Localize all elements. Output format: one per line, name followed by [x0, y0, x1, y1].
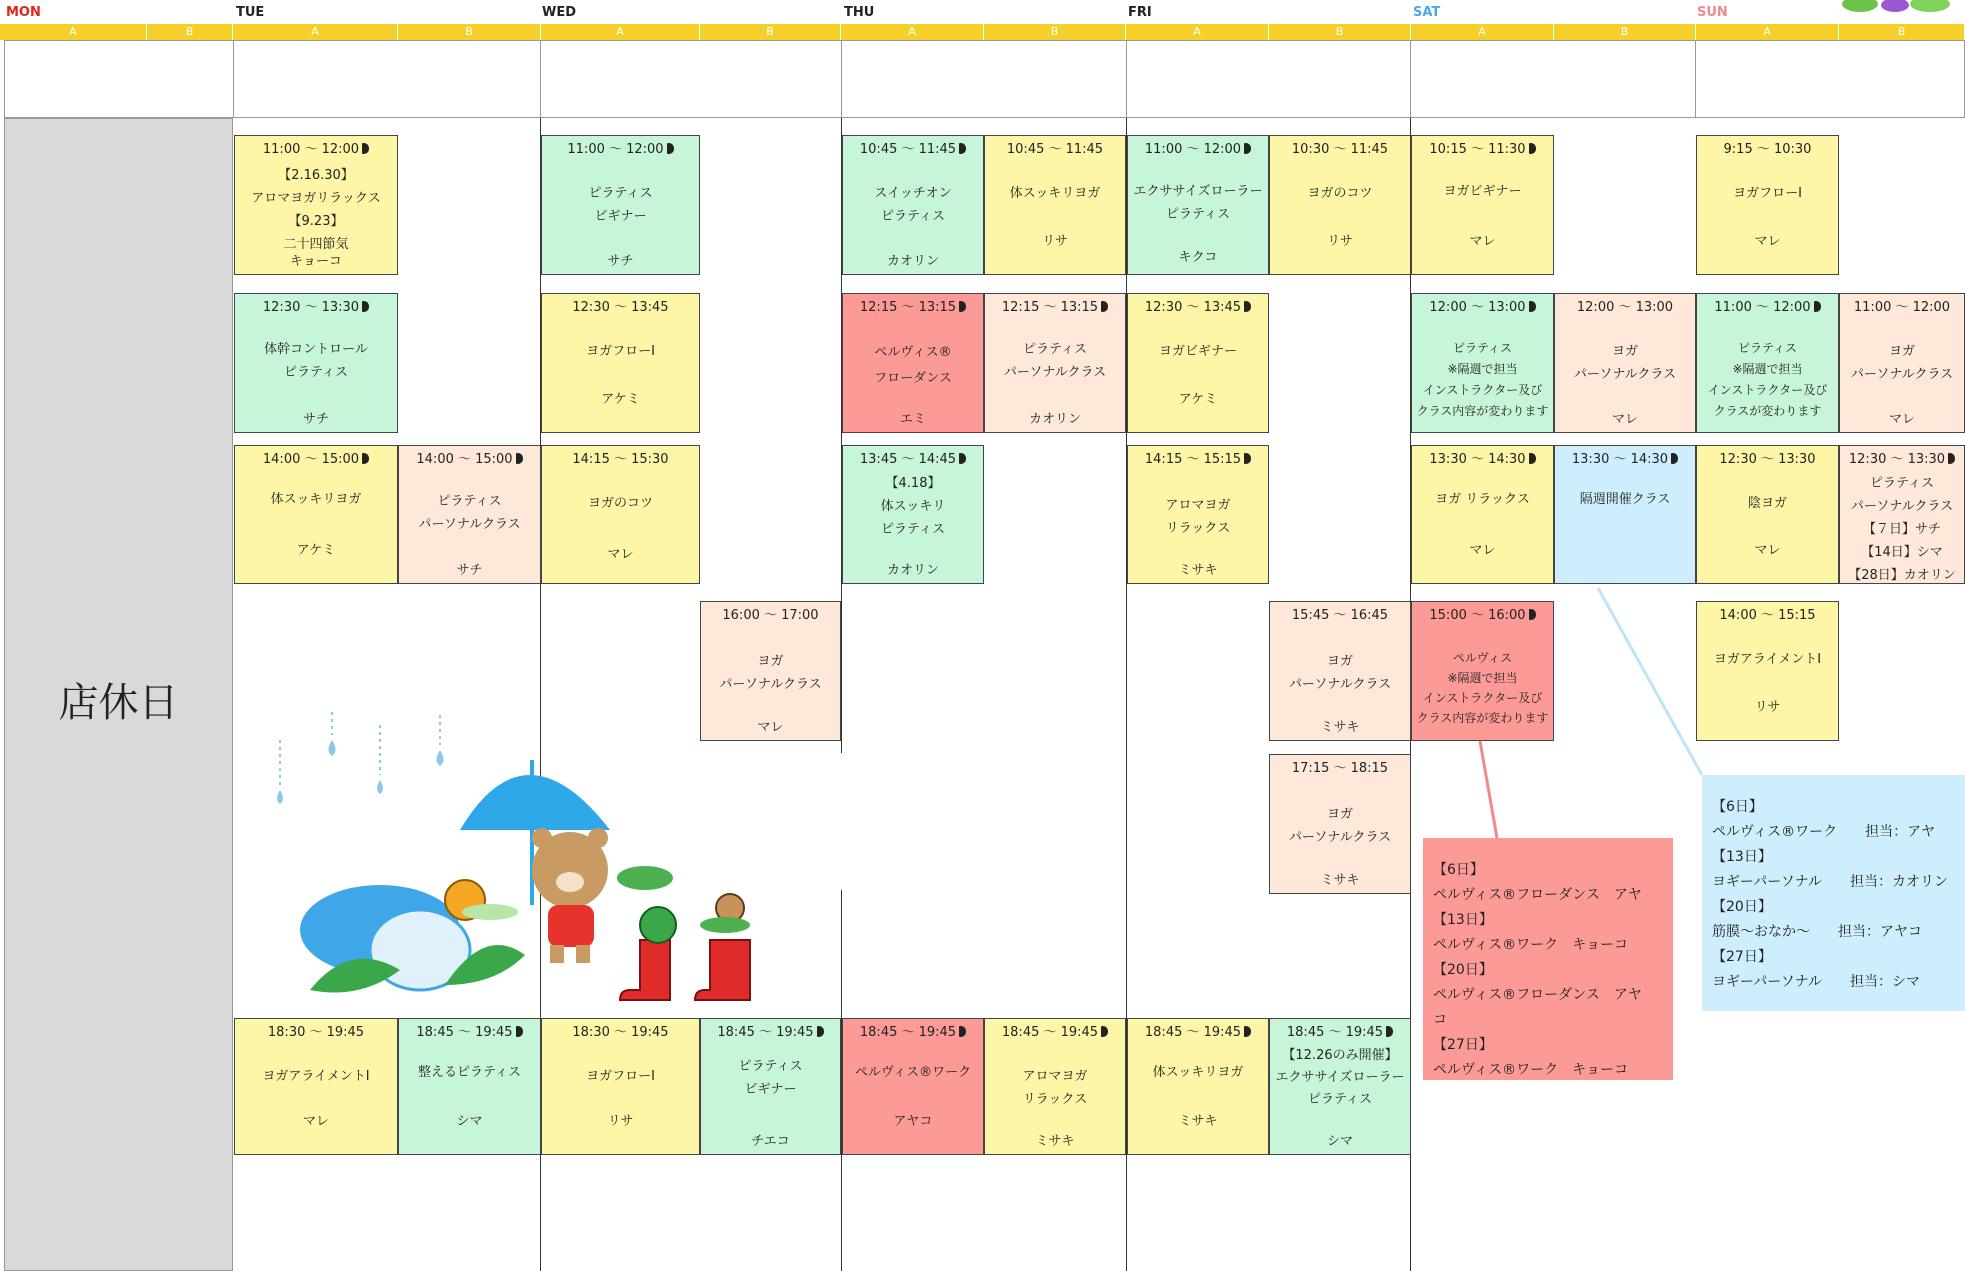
class-instructor: アヤコ: [893, 1114, 933, 1130]
class-time: 10:45 ～ 11:45: [859, 142, 957, 157]
class-time: 14:00 ～ 15:00: [416, 452, 513, 467]
class-time: 10:45 ～ 11:45: [1006, 142, 1104, 157]
class-name: ペルヴィス ※隔週で担当 インストラクター及び クラス内容が変わります: [1416, 651, 1549, 725]
subcol-sat-b: B: [1554, 24, 1696, 40]
class-instructor: ミサキ: [1035, 1134, 1075, 1150]
class-time: 18:30 ～ 19:45: [267, 1025, 365, 1040]
class-time: 12:30 ～ 13:45: [572, 300, 669, 315]
class-name: 体幹コントロール ピラティス: [264, 342, 368, 380]
class-time: 12:00 ～ 13:00: [1429, 300, 1526, 315]
subcol-mon-b: B: [147, 24, 233, 40]
class-time: 18:45 ～ 19:45: [1144, 1025, 1242, 1040]
class-instructor: アケミ: [1178, 392, 1218, 408]
class-time: 15:45 ～ 16:45: [1291, 608, 1389, 623]
class-instructor: ミサキ: [1320, 720, 1360, 736]
class-instructor: アケミ: [296, 543, 336, 559]
class-name: ペルヴィス®ワーク: [854, 1065, 972, 1080]
class-instructor: マレ: [1754, 234, 1781, 250]
rainy-day-illustration: [270, 700, 830, 1005]
class-instructor: カオリン: [886, 563, 939, 579]
class-time: 12:30 ～ 13:30: [262, 300, 360, 315]
class-time: 18:45 ～ 19:45: [1001, 1025, 1099, 1040]
class-name: 体スッキリヨガ: [1009, 186, 1101, 201]
class-time: 18:45 ～ 19:45: [859, 1025, 957, 1040]
class-name: ヨガ パーソナルクラス: [1288, 807, 1392, 845]
class-name: エクササイズローラー ピラティス: [1133, 184, 1263, 222]
day-header-fri: FRI: [1128, 5, 1152, 20]
subcol-sun-a: A: [1696, 24, 1839, 40]
subcol-tue-b: B: [398, 24, 541, 40]
class-name: ヨガアライメントⅠ: [1713, 652, 1822, 667]
class-time: 11:00 ～ 12:00: [1853, 300, 1951, 315]
class-instructor: チエコ: [751, 1134, 790, 1150]
class-time: 14:15 ～ 15:30: [572, 452, 669, 467]
class-name: ヨガフローⅠ: [586, 344, 655, 359]
class-name: ヨガフローⅠ: [1733, 186, 1802, 201]
closed-day-label: 店休日: [58, 680, 179, 726]
class-instructor: マレ: [757, 720, 784, 736]
subcol-sun-b: B: [1839, 24, 1965, 40]
class-instructor: マレ: [302, 1114, 329, 1130]
class-name: 隔週開催クラス: [1579, 492, 1671, 507]
class-name: ヨガフローⅠ: [586, 1069, 655, 1084]
subcol-fri-b: B: [1269, 24, 1411, 40]
blue-note-connector: [1598, 588, 1702, 775]
class-time: 12:00 ～ 13:00: [1576, 300, 1674, 315]
class-name: ヨガのコツ: [1307, 186, 1373, 201]
class-time: 11:00 ～ 12:00: [1714, 300, 1811, 315]
red-note-connector: [1480, 741, 1497, 838]
class-name: アロマヨガ リラックス: [1022, 1069, 1088, 1107]
red-schedule-note: 【6日】 ペルヴィス®フローダンス アヤ 【13日】 ペルヴィス®ワーク キョーコ 【20日】 ペルヴィス®フローダンス アヤ コ 【27日】 ペルヴィス®ワーク キョーコ: [1423, 838, 1673, 1080]
class-name: 体スッキリヨガ: [1152, 1065, 1244, 1080]
class-name: ピラティス ※隔週で担当 インストラクター及び クラス内容が変わります: [1416, 341, 1549, 418]
class-time: 11:00 ～ 12:00: [262, 142, 360, 157]
day-header-sun: SUN: [1697, 5, 1728, 20]
class-name: ピラティス パーソナルクラス: [1003, 342, 1107, 380]
class-name: ヨガ パーソナルクラス: [1573, 344, 1677, 382]
class-instructor: カオリン: [886, 254, 939, 270]
class-time: 12:30 ～ 13:45: [1144, 300, 1242, 315]
class-name: ヨガビギナー: [1158, 344, 1237, 359]
class-time: 12:30 ～ 13:30: [1719, 452, 1816, 467]
class-time: 14:00 ～ 15:00: [262, 452, 360, 467]
class-instructor: ミサキ: [1320, 873, 1360, 889]
blue-schedule-note: 【6日】 ペルヴィス®ワーク 担当：アヤ 【13日】 ヨギーパーソナル 担当：カオリン 【20日】 筋膜～おなか～ 担当：アヤコ 【27日】 ヨギーパーソナル 担当：シマ: [1702, 775, 1965, 1011]
class-instructor: シマ: [456, 1114, 483, 1130]
class-instructor: キクコ: [1178, 250, 1218, 266]
class-instructor: リサ: [607, 1114, 634, 1130]
class-instructor: リサ: [1042, 234, 1068, 250]
class-name: ヨガ パーソナルクラス: [1288, 654, 1392, 692]
class-instructor: カオリン: [1028, 412, 1081, 428]
subcol-thu-a: A: [841, 24, 984, 40]
class-instructor: マレ: [1469, 234, 1496, 250]
subcol-wed-b: B: [700, 24, 841, 40]
class-time: 10:15 ～ 11:30: [1429, 142, 1526, 157]
class-name: 整えるピラティス: [418, 1065, 521, 1080]
class-time: 12:30 ～ 13:30: [1848, 452, 1946, 467]
class-instructor: ミサキ: [1178, 563, 1218, 579]
class-name: ピラティス ※隔週で担当 インストラクター及び クラスが変わります: [1707, 341, 1828, 418]
bear-icon: [532, 828, 608, 963]
class-instructor: マレ: [1754, 543, 1781, 559]
class-instructor: サチ: [302, 412, 329, 428]
class-time: 13:45 ～ 14:45: [859, 452, 957, 467]
day-header-mon: MON: [6, 5, 41, 20]
subcol-mon-a: A: [0, 24, 147, 40]
class-time: 16:00 ～ 17:00: [722, 608, 819, 623]
class-time: 12:15 ～ 13:15: [859, 300, 957, 315]
class-instructor: リサ: [1327, 234, 1353, 250]
class-name: ペルヴィス® フローダンス: [874, 345, 952, 386]
class-name: 陰ヨガ: [1747, 496, 1787, 511]
class-time: 14:00 ～ 15:15: [1719, 608, 1816, 623]
class-time: 15:00 ～ 16:00: [1429, 608, 1526, 623]
class-instructor: サチ: [607, 254, 634, 270]
day-header-tue: TUE: [236, 5, 265, 20]
raindrop-icon: [277, 740, 444, 804]
hydrangea-icon: [300, 885, 525, 993]
day-header-wed: WED: [542, 5, 577, 20]
class-name: ピラティス パーソナルクラス: [418, 494, 521, 532]
frog-icon: [617, 866, 676, 943]
class-time: 12:15 ～ 13:15: [1001, 300, 1099, 315]
class-name: 体スッキリヨガ: [270, 492, 362, 507]
class-name: ピラティス ビギナー: [738, 1059, 803, 1097]
class-instructor: エミ: [899, 412, 926, 428]
class-time: 9:15 ～ 10:30: [1723, 142, 1812, 157]
snail-icon: [445, 880, 518, 920]
class-name: ヨガのコツ: [587, 496, 653, 511]
class-instructor: マレ: [1469, 543, 1496, 559]
class-name: 【2.16.30】 アロマヨガリラックス 【9.23】 二十四節気: [251, 168, 381, 252]
class-instructor: マレ: [1888, 412, 1915, 428]
class-time: 11:00 ～ 12:00: [1144, 142, 1242, 157]
class-name: スイッチオン ピラティス: [874, 186, 952, 224]
class-time: 18:45 ～ 19:45: [717, 1025, 814, 1040]
class-instructor: キョーコ: [289, 254, 342, 270]
class-name: ヨガ パーソナルクラス: [1850, 344, 1954, 382]
day-header-sat: SAT: [1413, 5, 1441, 20]
class-name: ヨガアライメントⅠ: [262, 1069, 370, 1084]
class-instructor: リサ: [1754, 700, 1781, 716]
class-name: 【4.18】 体スッキリ ピラティス: [880, 476, 946, 537]
class-instructor: シマ: [1326, 1134, 1353, 1150]
class-time: 13:30 ～ 14:30: [1429, 452, 1526, 467]
class-name: ピラティス ビギナー: [588, 186, 653, 224]
class-instructor: ミサキ: [1178, 1114, 1218, 1130]
class-name: ヨガ パーソナルクラス: [719, 654, 822, 692]
class-time: 14:15 ～ 15:15: [1144, 452, 1242, 467]
class-time: 18:45 ～ 19:45: [1286, 1025, 1384, 1040]
snail-on-boot-icon: [700, 894, 750, 933]
subcol-sat-a: A: [1411, 24, 1554, 40]
class-instructor: マレ: [1611, 412, 1638, 428]
class-time: 10:30 ～ 11:45: [1291, 142, 1389, 157]
class-name: アロマヨガ リラックス: [1165, 498, 1231, 536]
subcol-wed-a: A: [541, 24, 700, 40]
subcol-thu-b: B: [984, 24, 1126, 40]
class-name: ヨガ リラックス: [1435, 492, 1530, 507]
class-time: 11:00 ～ 12:00: [567, 142, 664, 157]
day-header-thu: THU: [844, 5, 875, 20]
class-time: 18:45 ～ 19:45: [416, 1025, 513, 1040]
class-name: ピラティス パーソナルクラス 【７日】サチ 【14日】シマ 【28日】カオリン: [1848, 476, 1956, 583]
class-instructor: マレ: [607, 547, 634, 563]
class-instructor: アケミ: [601, 392, 640, 408]
class-name: 【12.26のみ開催】 エクササイズローラー ピラティス: [1275, 1048, 1405, 1107]
class-instructor: サチ: [456, 563, 483, 579]
subcol-fri-a: A: [1126, 24, 1269, 40]
class-time: 13:30 ～ 14:30: [1571, 452, 1669, 467]
subcol-tue-a: A: [233, 24, 398, 40]
class-time: 18:30 ～ 19:45: [572, 1025, 669, 1040]
rain-boots-icon: [620, 940, 750, 1000]
class-name: ヨガビギナー: [1443, 184, 1522, 199]
class-time: 17:15 ～ 18:15: [1291, 761, 1389, 776]
